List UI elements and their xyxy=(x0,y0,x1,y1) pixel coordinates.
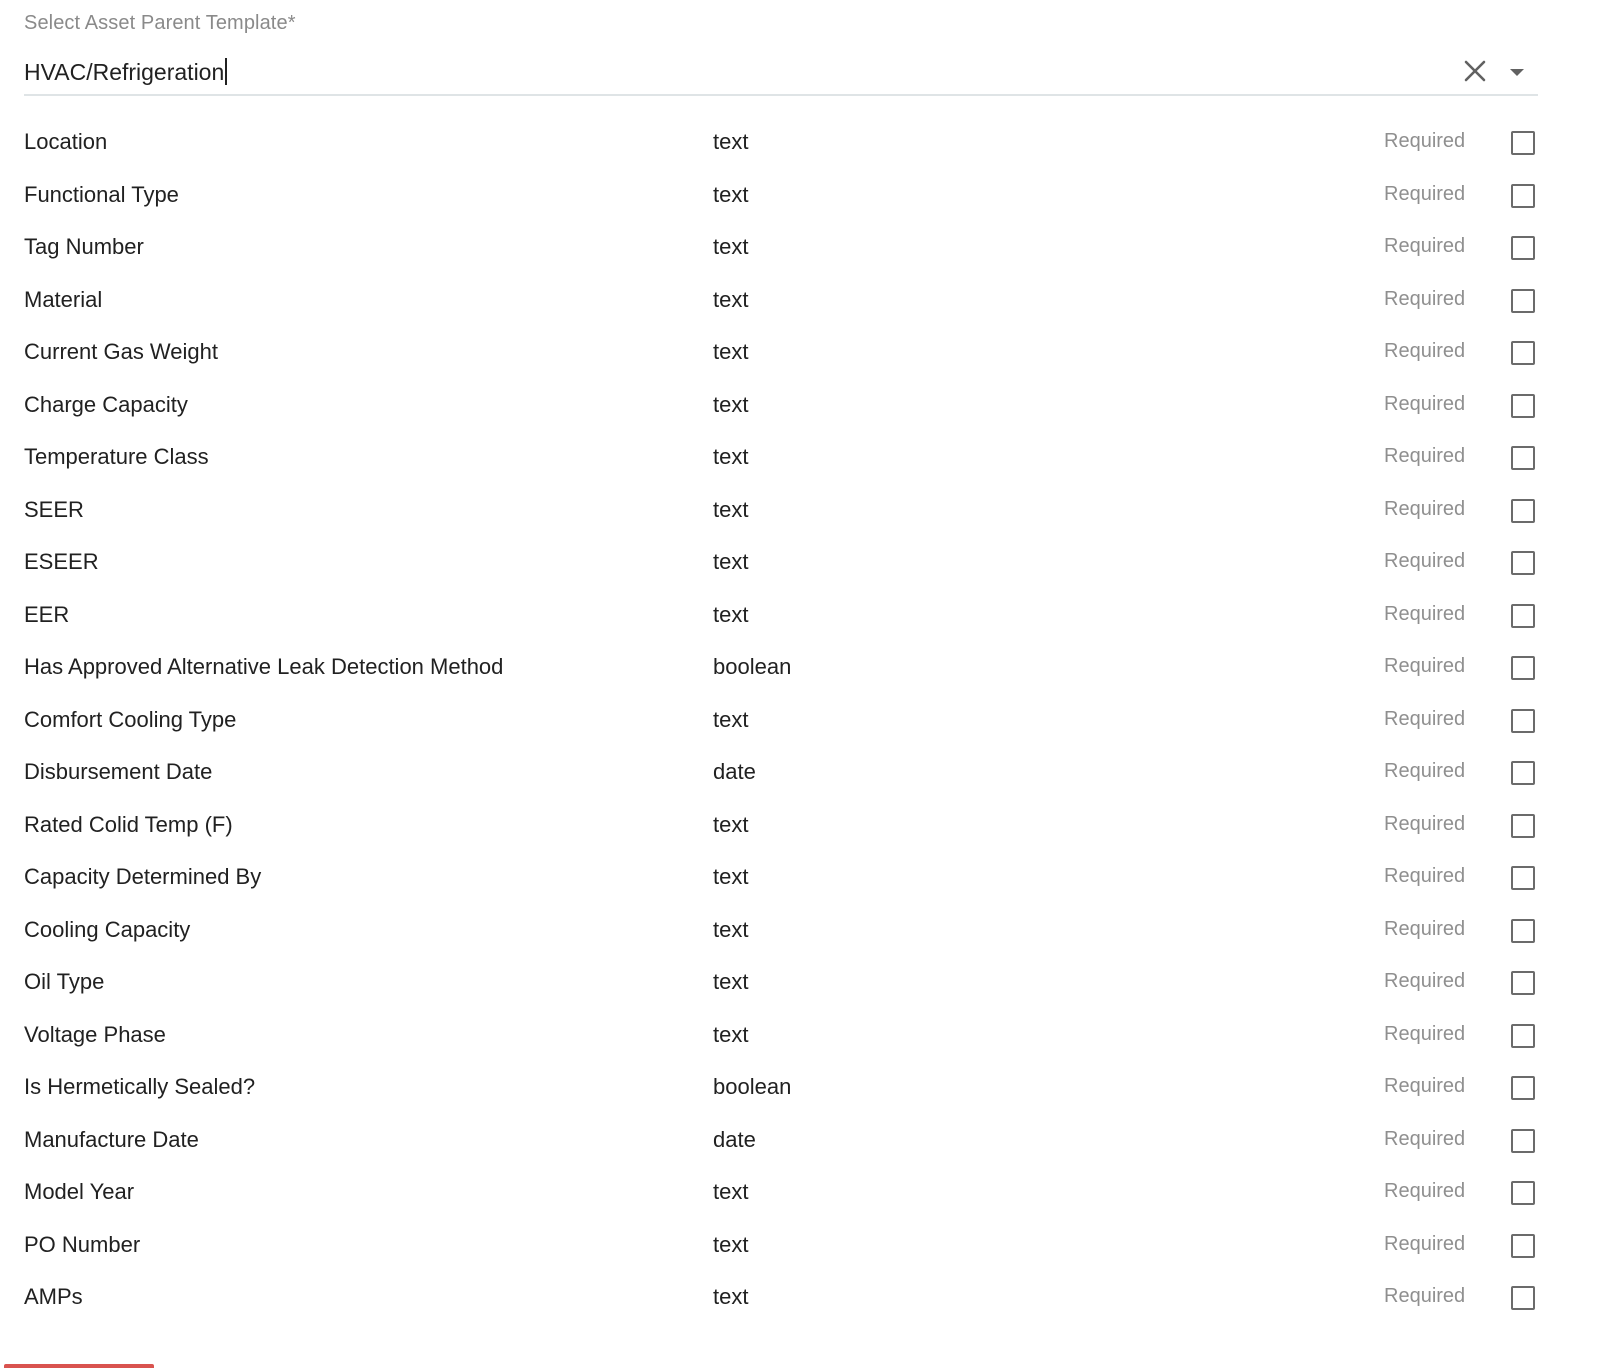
attribute-type: text xyxy=(713,286,749,312)
attribute-row xyxy=(24,747,1544,800)
attribute-type: text xyxy=(713,129,749,154)
template-select-label: Select Asset Parent Template* xyxy=(24,12,296,34)
attribute-row xyxy=(24,275,1544,328)
required-label: Required xyxy=(1384,130,1466,152)
attribute-type: text xyxy=(713,916,749,942)
required-checkbox[interactable] xyxy=(1511,1234,1535,1258)
required-label: Required xyxy=(1384,970,1466,992)
attribute-name: Location xyxy=(24,129,108,154)
attribute-type: boolean xyxy=(713,1074,792,1099)
attribute-name: PO Number xyxy=(24,1231,141,1257)
attribute-type: text xyxy=(713,339,749,364)
required-label: Required xyxy=(1384,1180,1466,1202)
attribute-type: text xyxy=(713,969,749,994)
required-checkbox[interactable] xyxy=(1511,866,1535,890)
required-label: Required xyxy=(1384,655,1466,677)
required-checkbox[interactable] xyxy=(1511,761,1535,785)
attribute-type: text xyxy=(713,444,749,469)
required-label: Required xyxy=(1384,865,1466,887)
required-label: Required xyxy=(1384,182,1466,205)
attribute-row xyxy=(24,957,1544,1010)
required-checkbox[interactable] xyxy=(1511,289,1535,313)
required-label: Required xyxy=(1384,392,1466,415)
attribute-name: Tag Number xyxy=(24,234,144,259)
required-label: Required xyxy=(1384,287,1466,310)
template-select-value[interactable]: HVAC/Refrigeration xyxy=(24,59,225,85)
attribute-type: text xyxy=(713,549,749,574)
attribute-type: text xyxy=(713,391,749,417)
attribute-row xyxy=(24,117,1544,170)
required-label: Required xyxy=(1384,812,1466,835)
attribute-name: EER xyxy=(24,601,70,627)
required-checkbox[interactable] xyxy=(1511,656,1535,680)
required-checkbox[interactable] xyxy=(1511,131,1535,155)
required-label: Required xyxy=(1384,445,1466,467)
attribute-name: SEER xyxy=(24,496,84,522)
required-checkbox[interactable] xyxy=(1511,236,1535,260)
attribute-name: Disbursement Date xyxy=(24,759,213,784)
attribute-name: Rated Colid Temp (F) xyxy=(24,811,233,837)
attribute-row xyxy=(24,380,1544,433)
required-checkbox[interactable] xyxy=(1511,1286,1535,1310)
required-checkbox[interactable] xyxy=(1511,184,1535,208)
attribute-type: text xyxy=(713,1231,749,1257)
attribute-row xyxy=(24,1272,1544,1325)
template-select-input[interactable] xyxy=(24,58,227,86)
attribute-type: text xyxy=(713,181,749,207)
attribute-type: date xyxy=(713,1126,756,1152)
attribute-name: ESEER xyxy=(24,549,99,574)
required-label: Required xyxy=(1384,760,1466,782)
required-checkbox[interactable] xyxy=(1511,971,1535,995)
attribute-list xyxy=(24,117,1544,1325)
required-checkbox[interactable] xyxy=(1511,604,1535,628)
attribute-type: text xyxy=(713,1021,749,1047)
attribute-type: text xyxy=(713,864,749,889)
attribute-name: Manufacture Date xyxy=(24,1126,199,1152)
required-checkbox[interactable] xyxy=(1511,499,1535,523)
required-label: Required xyxy=(1384,1285,1466,1307)
attribute-row xyxy=(24,642,1544,695)
required-checkbox[interactable] xyxy=(1511,814,1535,838)
required-label: Required xyxy=(1384,235,1466,257)
attribute-name: Cooling Capacity xyxy=(24,916,191,942)
required-label: Required xyxy=(1384,1127,1466,1150)
attribute-row xyxy=(24,537,1544,590)
text-cursor xyxy=(225,58,227,85)
attribute-name: Model Year xyxy=(24,1179,135,1204)
attribute-name: Has Approved Alternative Leak Detection Method xyxy=(24,654,504,679)
attribute-row xyxy=(24,695,1544,748)
attribute-row xyxy=(24,1010,1544,1063)
required-checkbox[interactable] xyxy=(1511,551,1535,575)
attribute-type: text xyxy=(713,706,749,732)
attribute-name: Charge Capacity xyxy=(24,391,188,417)
attribute-row xyxy=(24,327,1544,380)
attribute-row xyxy=(24,852,1544,905)
required-label: Required xyxy=(1384,707,1466,730)
attribute-name: Voltage Phase xyxy=(24,1021,166,1047)
attribute-row xyxy=(24,485,1544,538)
attribute-type: boolean xyxy=(713,654,792,679)
attribute-type: date xyxy=(713,759,756,784)
required-label: Required xyxy=(1384,497,1466,520)
attribute-type: text xyxy=(713,1179,749,1204)
required-label: Required xyxy=(1384,602,1466,625)
required-label: Required xyxy=(1384,340,1466,362)
attribute-row xyxy=(24,1115,1544,1168)
required-checkbox[interactable] xyxy=(1511,1076,1535,1100)
attribute-name: Current Gas Weight xyxy=(24,339,219,364)
attribute-type: text xyxy=(713,234,749,259)
required-checkbox[interactable] xyxy=(1511,1129,1535,1153)
required-checkbox[interactable] xyxy=(1511,446,1535,470)
required-checkbox[interactable] xyxy=(1511,919,1535,943)
attribute-row xyxy=(24,905,1544,958)
bottom-accent-bar xyxy=(4,1364,154,1368)
attribute-row xyxy=(24,1062,1544,1115)
attribute-name: Capacity Determined By xyxy=(24,864,262,889)
required-label: Required xyxy=(1384,1075,1466,1097)
attribute-row xyxy=(24,1167,1544,1220)
required-label: Required xyxy=(1384,1022,1466,1045)
attribute-row xyxy=(24,170,1544,223)
attribute-name: Temperature Class xyxy=(24,444,209,469)
attribute-type: text xyxy=(713,1284,749,1309)
required-label: Required xyxy=(1384,1232,1466,1255)
required-checkbox[interactable] xyxy=(1511,709,1535,733)
attribute-name: Material xyxy=(24,286,103,312)
required-checkbox[interactable] xyxy=(1511,1024,1535,1048)
attribute-name: Comfort Cooling Type xyxy=(24,706,237,732)
attribute-name: Oil Type xyxy=(24,969,105,994)
required-checkbox[interactable] xyxy=(1511,341,1535,365)
close-icon[interactable] xyxy=(1462,58,1488,84)
attribute-row xyxy=(24,590,1544,643)
arrow-drop-down-icon[interactable] xyxy=(1504,60,1530,84)
attribute-row xyxy=(24,222,1544,275)
attribute-type: text xyxy=(713,811,749,837)
attribute-row xyxy=(24,432,1544,485)
attribute-row xyxy=(24,800,1544,853)
template-select[interactable] xyxy=(24,48,1538,96)
attribute-row xyxy=(24,1220,1544,1273)
required-checkbox[interactable] xyxy=(1511,394,1535,418)
required-label: Required xyxy=(1384,550,1466,572)
attribute-name: AMPs xyxy=(24,1284,83,1309)
required-label: Required xyxy=(1384,917,1466,940)
attribute-name: Functional Type xyxy=(24,181,179,207)
required-checkbox[interactable] xyxy=(1511,1181,1535,1205)
attribute-type: text xyxy=(713,496,749,522)
attribute-name: Is Hermetically Sealed? xyxy=(24,1074,256,1099)
attribute-type: text xyxy=(713,601,749,627)
